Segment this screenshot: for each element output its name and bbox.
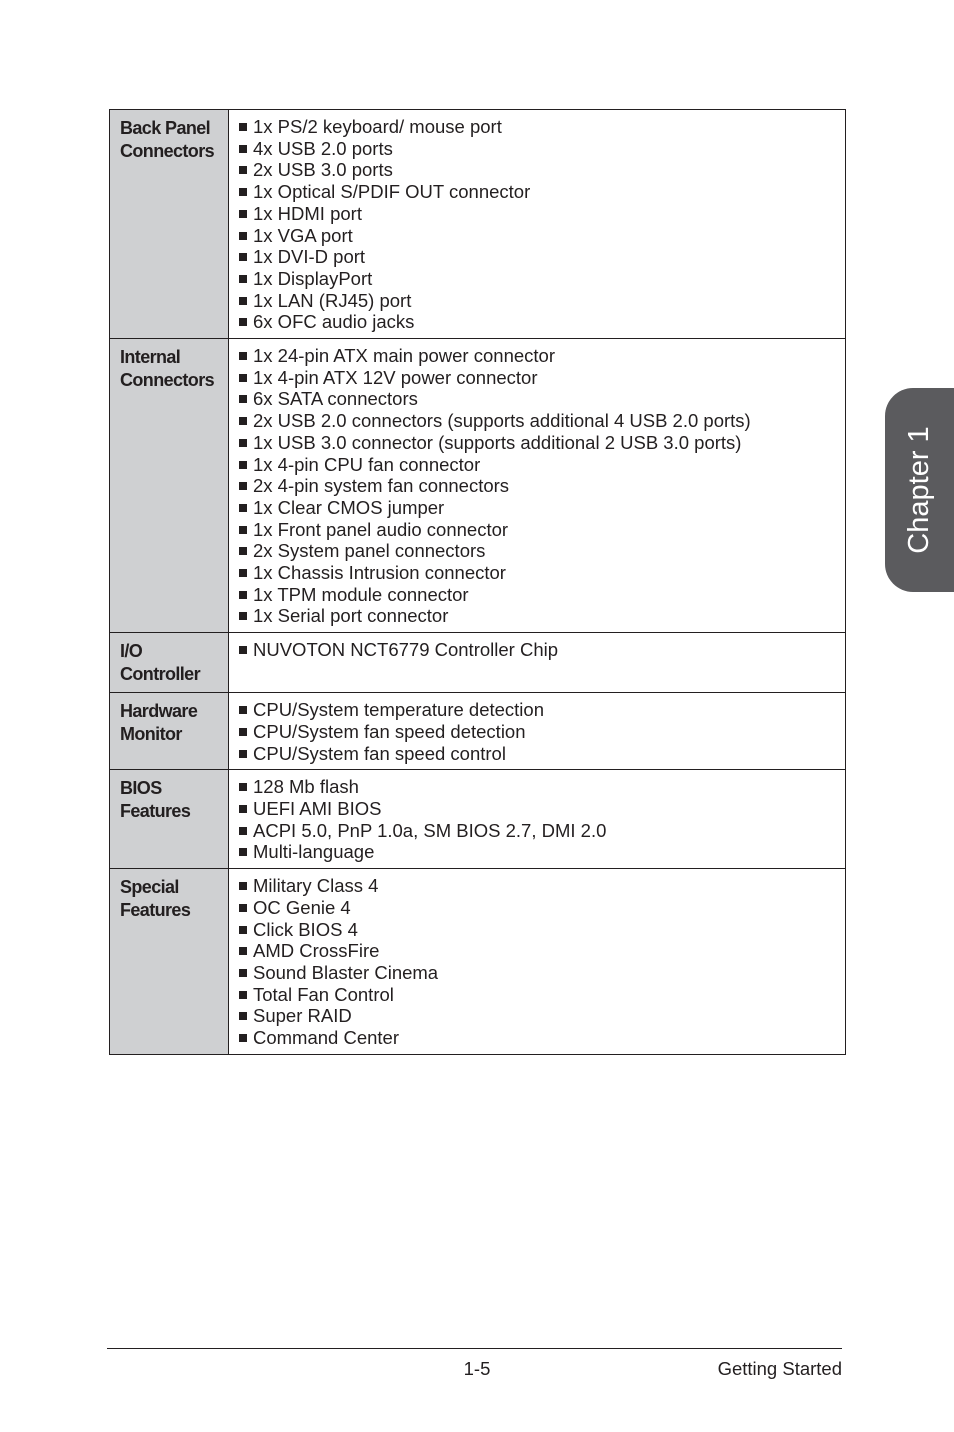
page-number: 1-5	[463, 1358, 491, 1379]
spec-item-text: Military Class 4	[253, 875, 379, 897]
spec-item-text: 128 Mb flash	[253, 776, 359, 798]
square-bullet-icon	[239, 969, 247, 977]
spec-row-items	[229, 869, 846, 1055]
spec-item-text: Command Center	[253, 1027, 400, 1049]
spec-item-text: Sound Blaster Cinema	[253, 961, 439, 983]
spec-item-text: 2x System panel connectors	[253, 540, 486, 562]
square-bullet-icon	[239, 166, 247, 174]
square-bullet-icon	[239, 210, 247, 218]
spec-row-label	[110, 633, 229, 693]
spec-item-list	[239, 116, 837, 333]
spec-item-text: 1x 4-pin CPU fan connector	[253, 453, 481, 475]
spec-item	[239, 1027, 837, 1049]
spec-item	[239, 225, 837, 247]
spec-item-list	[239, 345, 837, 627]
square-bullet-icon	[239, 882, 247, 890]
square-bullet-icon	[239, 750, 247, 758]
spec-item-list	[239, 875, 837, 1049]
spec-item	[239, 475, 837, 497]
spec-item-list	[239, 776, 837, 863]
square-bullet-icon	[239, 547, 247, 555]
spec-item-text: CPU/System fan speed detection	[253, 720, 526, 742]
spec-item-text: 2x 4-pin system fan connectors	[253, 475, 510, 497]
spec-item	[239, 116, 837, 138]
square-bullet-icon	[239, 612, 247, 620]
spec-row-items	[229, 110, 846, 339]
square-bullet-icon	[239, 926, 247, 934]
chapter-tab	[885, 388, 954, 592]
spec-item-text: AMD CrossFire	[253, 940, 380, 962]
square-bullet-icon	[239, 706, 247, 714]
spec-item	[239, 410, 837, 432]
footer-rule	[107, 1348, 842, 1349]
spec-label-line: Features	[120, 801, 191, 822]
spec-item-text: 6x SATA connectors	[253, 388, 418, 410]
spec-item	[239, 290, 837, 312]
square-bullet-icon	[239, 188, 247, 196]
spec-item-text: 1x PS/2 keyboard/ mouse port	[253, 116, 502, 137]
square-bullet-icon	[239, 297, 247, 305]
spec-item-text: 1x DVI-D port	[253, 246, 366, 268]
spec-item-text: 1x DisplayPort	[253, 267, 373, 289]
spec-row-label	[110, 693, 229, 770]
spec-item	[239, 639, 837, 661]
square-bullet-icon	[239, 145, 247, 153]
square-bullet-icon	[239, 504, 247, 512]
spec-item	[239, 540, 837, 562]
square-bullet-icon	[239, 232, 247, 240]
square-bullet-icon	[239, 991, 247, 999]
spec-table-body	[110, 110, 846, 1055]
spec-label-line: Monitor	[120, 724, 182, 745]
spec-item	[239, 562, 837, 584]
spec-item-text: Super RAID	[253, 1005, 352, 1027]
spec-label-line: Controller	[120, 664, 201, 685]
spec-item	[239, 699, 837, 721]
spec-item-text: 6x OFC audio jacks	[253, 311, 415, 333]
spec-item	[239, 311, 837, 333]
square-bullet-icon	[239, 904, 247, 912]
spec-item-text: 1x USB 3.0 connector (supports additional 2 USB 3.0 ports)	[253, 431, 742, 453]
square-bullet-icon	[239, 783, 247, 791]
spec-label-line: Back Panel	[120, 118, 211, 138]
footer-section-name: Getting Started	[717, 1358, 842, 1379]
square-bullet-icon	[239, 439, 247, 447]
spec-row	[110, 110, 846, 339]
spec-label-line: Special	[120, 877, 179, 898]
square-bullet-icon	[239, 352, 247, 360]
square-bullet-icon	[239, 374, 247, 382]
square-bullet-icon	[239, 848, 247, 856]
spec-item	[239, 984, 837, 1006]
spec-item-text: CPU/System fan speed control	[253, 742, 506, 764]
spec-label-line: I/O	[120, 641, 143, 662]
spec-item	[239, 367, 837, 389]
spec-item	[239, 721, 837, 743]
spec-item	[239, 940, 837, 962]
spec-item-text: CPU/System temperature detection	[253, 699, 544, 721]
spec-row-items	[229, 770, 846, 869]
spec-row	[110, 633, 846, 693]
spec-row-label	[110, 110, 229, 339]
spec-row-items	[229, 633, 846, 693]
spec-item-text: 1x 24-pin ATX main power connector	[253, 345, 555, 367]
square-bullet-icon	[239, 827, 247, 835]
spec-item	[239, 743, 837, 765]
spec-item	[239, 820, 837, 842]
spec-item	[239, 962, 837, 984]
square-bullet-icon	[239, 482, 247, 490]
square-bullet-icon	[239, 417, 247, 425]
square-bullet-icon	[239, 395, 247, 403]
spec-item	[239, 203, 837, 225]
square-bullet-icon	[239, 526, 247, 534]
spec-label-line: Hardware	[120, 701, 198, 722]
square-bullet-icon	[239, 1012, 247, 1020]
spec-item	[239, 432, 837, 454]
square-bullet-icon	[239, 947, 247, 955]
spec-item-text: 2x USB 3.0 ports	[253, 159, 393, 181]
spec-row-label	[110, 339, 229, 633]
spec-item-text: 1x 4-pin ATX 12V power connector	[253, 366, 538, 388]
spec-row-label	[110, 770, 229, 869]
spec-item	[239, 181, 837, 203]
spec-item	[239, 1005, 837, 1027]
spec-row	[110, 770, 846, 869]
spec-label-line: Connectors	[120, 141, 215, 161]
spec-item	[239, 919, 837, 941]
spec-item-list	[239, 699, 837, 764]
spec-item	[239, 605, 837, 627]
spec-item	[239, 584, 837, 606]
spec-row-label	[110, 869, 229, 1055]
square-bullet-icon	[239, 646, 247, 654]
square-bullet-icon	[239, 461, 247, 469]
spec-row	[110, 869, 846, 1055]
square-bullet-icon	[239, 569, 247, 577]
spec-label-line: BIOS	[120, 778, 162, 799]
spec-label-line: Connectors	[120, 370, 215, 391]
spec-item-text: 1x Optical S/PDIF OUT connector	[253, 181, 531, 203]
square-bullet-icon	[239, 1034, 247, 1042]
spec-item-text: 1x VGA port	[253, 224, 353, 246]
spec-item-text: 1x LAN (RJ45) port	[253, 289, 412, 311]
spec-item	[239, 246, 837, 268]
spec-item-text: NUVOTON NCT6779 Controller Chip	[253, 639, 559, 661]
spec-item-text: OC Genie 4	[253, 896, 351, 918]
spec-item	[239, 798, 837, 820]
spec-item-text: UEFI AMI BIOS	[253, 797, 382, 819]
square-bullet-icon	[239, 123, 247, 131]
spec-label-line: Internal	[120, 347, 181, 368]
square-bullet-icon	[239, 318, 247, 326]
square-bullet-icon	[239, 253, 247, 261]
spec-row-items	[229, 693, 846, 770]
spec-item-text: ACPI 5.0, PnP 1.0a, SM BIOS 2.7, DMI 2.0	[253, 819, 607, 841]
spec-item	[239, 776, 837, 798]
spec-row-items	[229, 339, 846, 633]
spec-item-text: 1x Front panel audio connector	[253, 518, 509, 540]
square-bullet-icon	[239, 728, 247, 736]
spec-item	[239, 497, 837, 519]
spec-table	[109, 109, 846, 1055]
spec-row	[110, 693, 846, 770]
spec-item-text: 1x Chassis Intrusion connector	[253, 562, 506, 584]
spec-item-text: 2x USB 2.0 connectors (supports additional 4 USB 2.0 ports)	[253, 410, 751, 432]
spec-item	[239, 388, 837, 410]
square-bullet-icon	[239, 275, 247, 283]
square-bullet-icon	[239, 805, 247, 813]
spec-item	[239, 875, 837, 897]
spec-item-text: 1x Clear CMOS jumper	[253, 496, 445, 518]
square-bullet-icon	[239, 591, 247, 599]
spec-item-text: Multi-language	[253, 841, 375, 863]
spec-item	[239, 345, 837, 367]
spec-item	[239, 454, 837, 476]
spec-label-line: Features	[120, 900, 191, 921]
spec-item-text: Total Fan Control	[253, 983, 394, 1005]
spec-item	[239, 268, 837, 290]
spec-item	[239, 897, 837, 919]
spec-item	[239, 841, 837, 863]
spec-item-text: Click BIOS 4	[253, 918, 358, 940]
spec-item-text: 4x USB 2.0 ports	[253, 137, 393, 159]
chapter-tab-label: Chapter 1	[903, 426, 935, 554]
spec-item	[239, 138, 837, 160]
spec-row	[110, 339, 846, 633]
spec-item-text: 1x HDMI port	[253, 202, 362, 224]
spec-item	[239, 159, 837, 181]
spec-item-text: 1x TPM module connector	[253, 583, 469, 605]
spec-item-text: 1x Serial port connector	[253, 605, 449, 627]
spec-item	[239, 519, 837, 541]
spec-item-list	[239, 639, 837, 661]
